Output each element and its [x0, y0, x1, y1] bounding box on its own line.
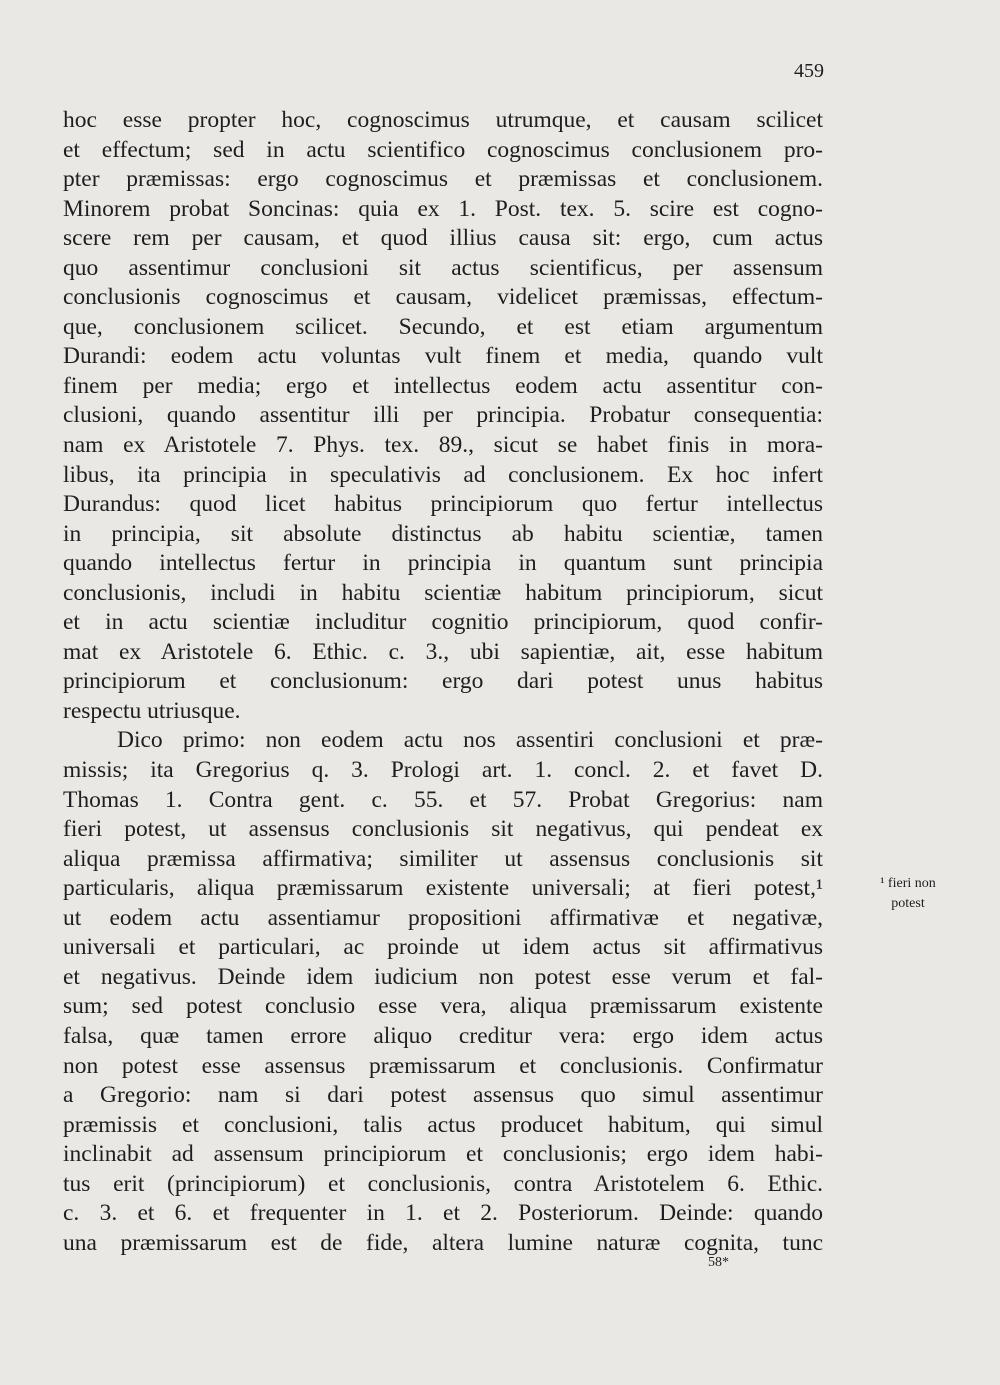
text-line: quo assentimur conclusioni sit actus scientificus, per assensum	[63, 254, 823, 281]
text-line: præmissis et conclusioni, talis actus producet habitum, qui simul	[63, 1111, 823, 1138]
text-line: Minorem probat Soncinas: quia ex 1. Post. tex. 5. scire est cogno-	[63, 195, 823, 222]
margin-note-line: potest	[891, 896, 925, 911]
text-line: quando intellectus fertur in principia in quantum sunt principia	[63, 550, 823, 577]
text-line: falsa, quæ tamen errore aliquo creditur vera: ergo idem actus	[63, 1022, 823, 1049]
text-line: que, conclusionem scilicet. Secundo, et est etiam argumentum	[63, 313, 823, 340]
text-line: conclusionis, includi in habitu scientiæ habitum principiorum, sicut	[63, 579, 823, 606]
text-line: missis; ita Gregorius q. 3. Prologi art. 1. concl. 2. et favet D.	[63, 757, 823, 784]
paragraph-start-line: Dico primo: non eodem actu nos assentiri conclusioni et præ-	[117, 727, 823, 754]
text-line: clusioni, quando assentitur illi per principia. Probatur consequentia:	[63, 402, 823, 429]
text-line: scere rem per causam, et quod illius causa sit: ergo, cum actus	[63, 225, 823, 252]
text-line: mat ex Aristotele 6. Ethic. c. 3., ubi sapientiæ, ait, esse habitum	[63, 638, 823, 665]
paragraph-end-line: respectu utriusque.	[63, 697, 241, 724]
text-line: conclusionis cognoscimus et causam, videlicet præmissas, effectum-	[63, 284, 823, 311]
text-line: non potest esse assensus præmissarum et conclusionis. Confirmatur	[63, 1052, 823, 1079]
text-line: finem per media; ergo et intellectus eodem actu assentitur con-	[63, 372, 823, 399]
text-line: principiorum et conclusionum: ergo dari potest unus habitus	[63, 668, 823, 695]
text-line: particularis, aliqua præmissarum existente universali; at fieri potest,¹	[63, 875, 823, 902]
text-line: a Gregorio: nam si dari potest assensus quo simul assentimur	[63, 1082, 823, 1109]
text-line: universali et particulari, ac proinde ut idem actus sit affirmativus	[63, 934, 823, 961]
text-line: c. 3. et 6. et frequenter in 1. et 2. Posteriorum. Deinde: quando	[63, 1200, 823, 1227]
text-line: et effectum; sed in actu scientifico cognoscimus conclusionem pro-	[63, 136, 823, 163]
text-line: nam ex Aristotele 7. Phys. tex. 89., sicut se habet finis in mora-	[63, 432, 823, 459]
text-line: et in actu scientiæ includitur cognitio principiorum, quod confir-	[63, 609, 823, 636]
text-line: fieri potest, ut assensus conclusionis sit negativus, qui pendeat ex	[63, 816, 823, 843]
text-line: ut eodem actu assentiamur propositioni affirmativæ et negativæ,	[63, 904, 823, 931]
text-line: hoc esse propter hoc, cognoscimus utrumque, et causam scilicet	[63, 107, 823, 133]
text-line: una præmissarum est de fide, altera lumine naturæ cognita, tunc	[63, 1229, 823, 1256]
text-line: tus erit (principiorum) et conclusionis, contra Aristotelem 6. Ethic.	[63, 1170, 823, 1197]
text-line: libus, ita principia in speculativis ad conclusionem. Ex hoc infert	[63, 461, 823, 488]
text-line: sum; sed potest conclusio esse vera, aliqua præmissarum existente	[63, 993, 823, 1020]
text-line: in principia, sit absolute distinctus ab habitu scientiæ, tamen	[63, 520, 823, 547]
text-line: et negativus. Deinde idem iudicium non potest esse verum et fal-	[63, 963, 823, 990]
text-line: inclinabit ad assensum principiorum et conclusionis; ergo idem habi-	[63, 1141, 823, 1168]
page-number: 459	[794, 60, 824, 82]
signature-mark: 58*	[708, 1255, 729, 1270]
text-line: Thomas 1. Contra gent. c. 55. et 57. Probat Gregorius: nam	[63, 786, 823, 813]
margin-note	[838, 874, 978, 914]
text-line: pter præmissas: ergo cognoscimus et præmissas et conclusionem.	[63, 166, 823, 193]
text-line: Durandus: quod licet habitus principiorum quo fertur intellectus	[63, 491, 823, 518]
body-text	[63, 106, 823, 1258]
margin-note-line: ¹ fieri non	[880, 876, 936, 891]
text-line: Durandi: eodem actu voluntas vult finem et media, quando vult	[63, 343, 823, 370]
text-line: aliqua præmissa affirmativa; similiter ut assensus conclusionis sit	[63, 845, 823, 872]
